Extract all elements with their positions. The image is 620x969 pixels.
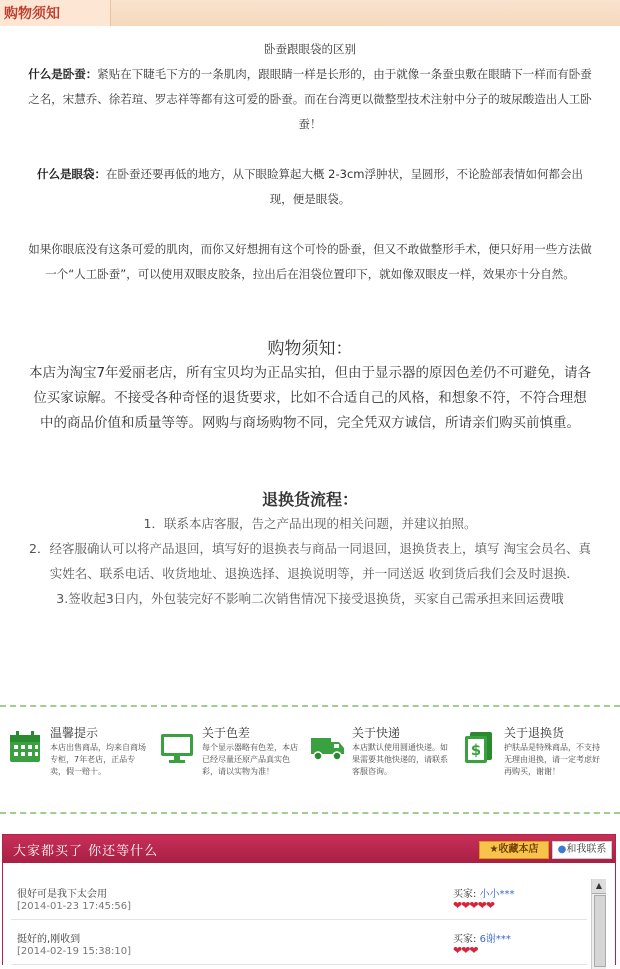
feature-title: 关于色差 (202, 726, 251, 740)
review-date: [2014-01-23 17:45:56] (17, 901, 132, 912)
review-comment: 挺好的,刚收到 (17, 934, 81, 945)
feature-tips (4, 722, 154, 792)
intro-para3: 如果你眼底没有这条可爱的肌肉，而你又好想拥有这个可怜的卧蚕，但又不敢做整形手术，便只好用一些方法做一个“人工卧蚕”，可以使用双眼皮胶条，拉出后在泪袋位置印下，就如像双眼皮一样，效果亦十分自然。 (28, 242, 592, 281)
reviews-scrollbar[interactable] (591, 879, 606, 969)
delivery-truck-icon (308, 730, 348, 764)
feature-desc: 本店出售商品，均来自商场专柜，7年老店，正品专卖，假一赔十。 (50, 743, 146, 776)
reviews-title: 大家都买了 你还等什么 (13, 844, 159, 859)
monitor-icon (160, 730, 194, 764)
calendar-icon (8, 730, 42, 764)
yandai-label: 什么是眼袋： (37, 167, 107, 181)
returns-step: 3.签收起3日内，外包装完好不影响二次销售情况下接受退换货，买家自己需承担来回运费哦 (56, 591, 564, 606)
returns-step: 2．经客服确认可以将产品退回，填写好的退换表与商品一同退回，退换货表上，填写 淘宝会员名、真实姓名、联系电话、收货地址、退换选择、退换说明等，并一同送返 收到货后我们会及时退换. (29, 541, 591, 581)
wocan-text: 紧贴在下睫毛下方的一条肌肉，跟眼睛一样是长形的，由于就像一条蚕虫敷在眼睛下一样而有卧蚕之名，宋慧乔、徐若瑄、罗志祥等都有这可爱的卧蚕。而在台湾更以微整型技术注射中分子的玻尿酸造出人工卧蚕！ (28, 67, 592, 131)
yandai-text: 在卧蚕还要再低的地方，从下眼睑算起大概 2-3cm浮肿状，呈圆形，不论脸部表情如何都会出现，便是眼袋。 (106, 167, 583, 206)
feature-delivery (306, 722, 456, 792)
feature-title: 温馨提示 (50, 726, 99, 740)
yandai-paragraph (28, 162, 592, 212)
header-title: 购物须知 (4, 6, 60, 22)
star-icon: ★ (489, 844, 499, 855)
feature-desc: 本店默认使用圆通快递。如果需要其他快递的，请联系客服咨询。 (352, 743, 448, 776)
review-buyer: 买家: 小小*** (453, 889, 515, 900)
review-comment: 很好可是我下太会用 (17, 889, 107, 900)
review-date: [2014-02-19 15:38:10] (17, 946, 132, 957)
divider-bottom (0, 812, 620, 814)
scroll-thumb[interactable] (594, 895, 606, 967)
divider-top (0, 705, 620, 707)
feature-returns (458, 722, 608, 792)
header-bar (0, 0, 620, 26)
feature-title: 关于快递 (352, 726, 401, 740)
feature-title: 关于退换货 (504, 726, 565, 740)
scroll-up-icon[interactable]: ▲ (592, 879, 606, 894)
contact-me-button[interactable]: ●和我联系 (552, 841, 612, 859)
feature-desc: 每个显示器略有色差，本店已经尽量还原产品真实色彩，请以实物为准！ (202, 743, 298, 776)
review-buyer: 买家: 6谢*** (453, 934, 511, 945)
feature-color (156, 722, 306, 792)
returns-heading: 退换货流程： (261, 490, 358, 509)
chat-icon: ● (557, 844, 567, 855)
returns-steps (28, 511, 592, 611)
buyer-name[interactable]: 小小*** (479, 889, 515, 900)
heart-rating-icon: ❤❤❤❤❤ (453, 899, 495, 912)
svg-text:$: $ (470, 741, 482, 759)
favorite-shop-button[interactable]: ★收藏本店 (479, 841, 549, 859)
feature-desc: 护肤品是特殊商品，不支持无理由退换，请一定考虑好再购买，谢谢！ (504, 743, 600, 776)
review-item (11, 875, 587, 920)
features-bar (0, 722, 620, 802)
returns-step: 1．联系本店客服，告之产品出现的相关问题，并建议拍照。 (143, 516, 477, 531)
buyer-name[interactable]: 6谢*** (479, 934, 511, 945)
wocan-paragraph (28, 62, 592, 137)
reviews-list (11, 875, 587, 965)
review-item (11, 920, 587, 965)
heart-rating-icon: ❤❤❤ (453, 944, 478, 957)
intro-heading: 卧蚕跟眼袋的区别 (264, 42, 356, 56)
header-tab (0, 0, 111, 26)
reviews-header (3, 835, 615, 863)
wocan-label: 什么是卧蚕： (28, 67, 98, 81)
reviews-panel (2, 834, 616, 965)
refund-icon (462, 730, 496, 764)
shopping-heading: 购物须知： (267, 339, 353, 359)
shopping-text: 本店为淘宝7年爱丽老店，所有宝贝均为正品实拍，但由于显示器的原因色差仍不可避免，请各位买家谅解。不接受各种奇怪的退货要求，比如不合适自己的风格，和想象不符，不符合理想中的商品价值和质量等等。网购与商场购物不同，完全凭双方诚信，所请亲们购买前慎重。 (28, 365, 592, 431)
